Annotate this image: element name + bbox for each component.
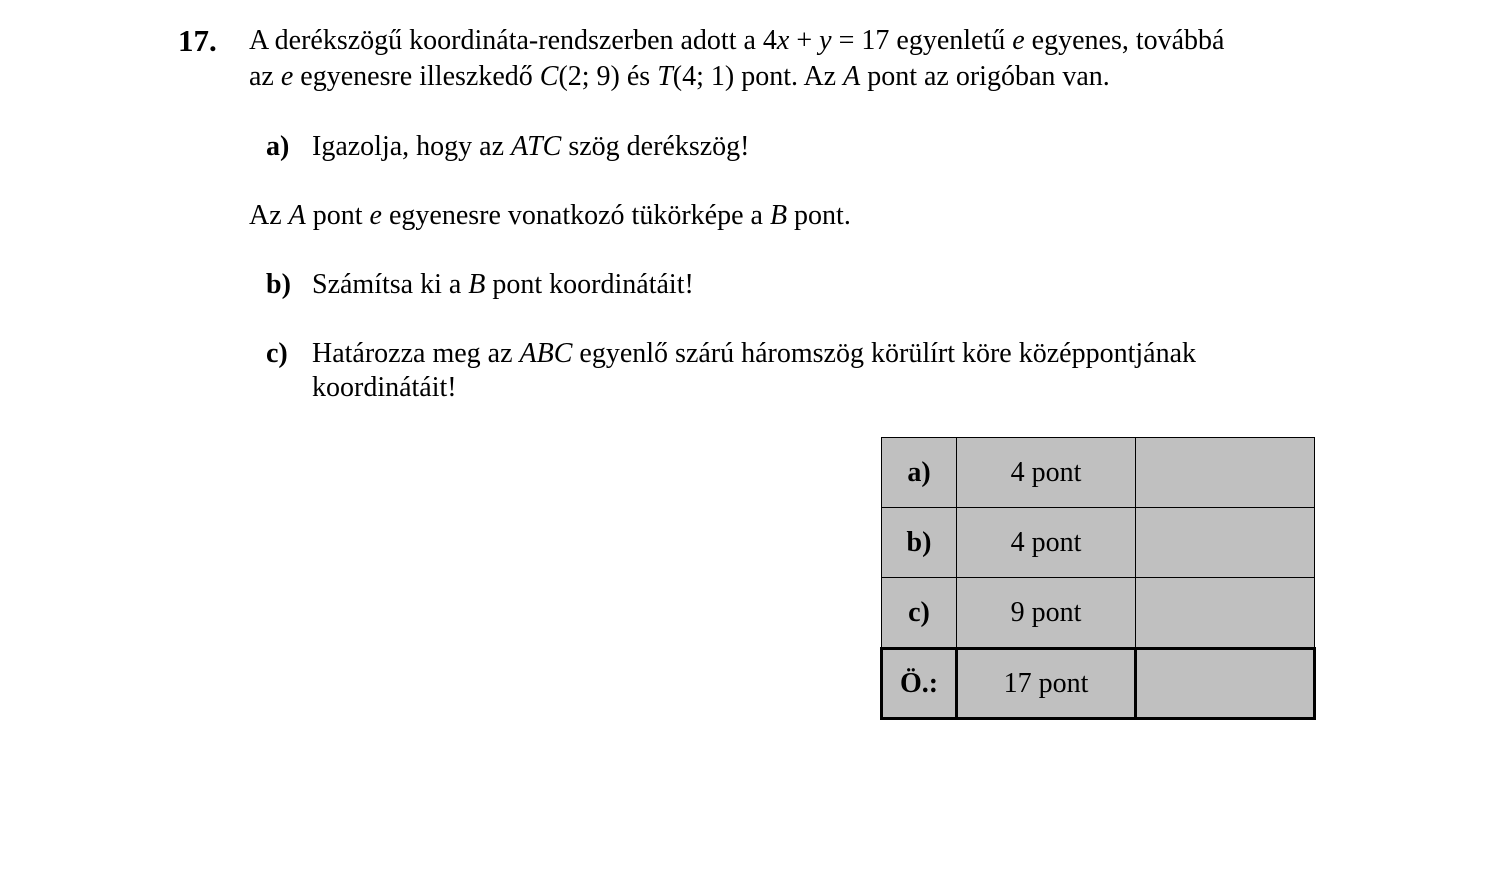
score-row-c xyxy=(882,578,1315,649)
score-row-score-field[interactable] xyxy=(1136,438,1315,508)
score-row-label: a) xyxy=(882,438,957,508)
part-c-text: Határozza meg az ABC egyenlő szárú háromszög körülírt köre középpontjának xyxy=(312,338,1196,369)
score-row-label: c) xyxy=(882,578,957,649)
part-b-label: b) xyxy=(266,269,291,300)
score-row-a xyxy=(882,438,1315,508)
part-b-text: Számítsa ki a B pont koordinátáit! xyxy=(312,269,694,300)
score-row-label: b) xyxy=(882,508,957,578)
part-c-text-line-2: koordinátáit! xyxy=(312,372,457,403)
score-total-label: Ö.: xyxy=(882,649,957,719)
score-row-points: 4 pont xyxy=(957,508,1136,578)
score-row-points: 9 pont xyxy=(957,578,1136,649)
part-a-text: Igazolja, hogy az ATC szög derékszög! xyxy=(312,131,750,162)
problem-number: 17. xyxy=(178,23,217,58)
score-total-field[interactable] xyxy=(1136,649,1315,719)
score-row-score-field[interactable] xyxy=(1136,578,1315,649)
problem-intro-line-1: A derékszögű koordináta-rendszerben adott a 4x + y = 17 egyenletű e egyenes, továbbá xyxy=(249,25,1225,56)
score-row-points: 4 pont xyxy=(957,438,1136,508)
score-row-total xyxy=(882,649,1315,719)
part-a-label: a) xyxy=(266,131,290,162)
score-total-points: 17 pont xyxy=(957,649,1136,719)
middle-statement: Az A pont e egyenesre vonatkozó tükörképe a B pont. xyxy=(249,200,851,231)
part-c-label: c) xyxy=(266,338,288,369)
problem-intro-line-2: az e egyenesre illeszkedő C(2; 9) és T(4; 1) pont. Az A pont az origóban van. xyxy=(249,61,1110,92)
score-row-score-field[interactable] xyxy=(1136,508,1315,578)
score-row-b xyxy=(882,508,1315,578)
score-table xyxy=(880,437,1316,720)
